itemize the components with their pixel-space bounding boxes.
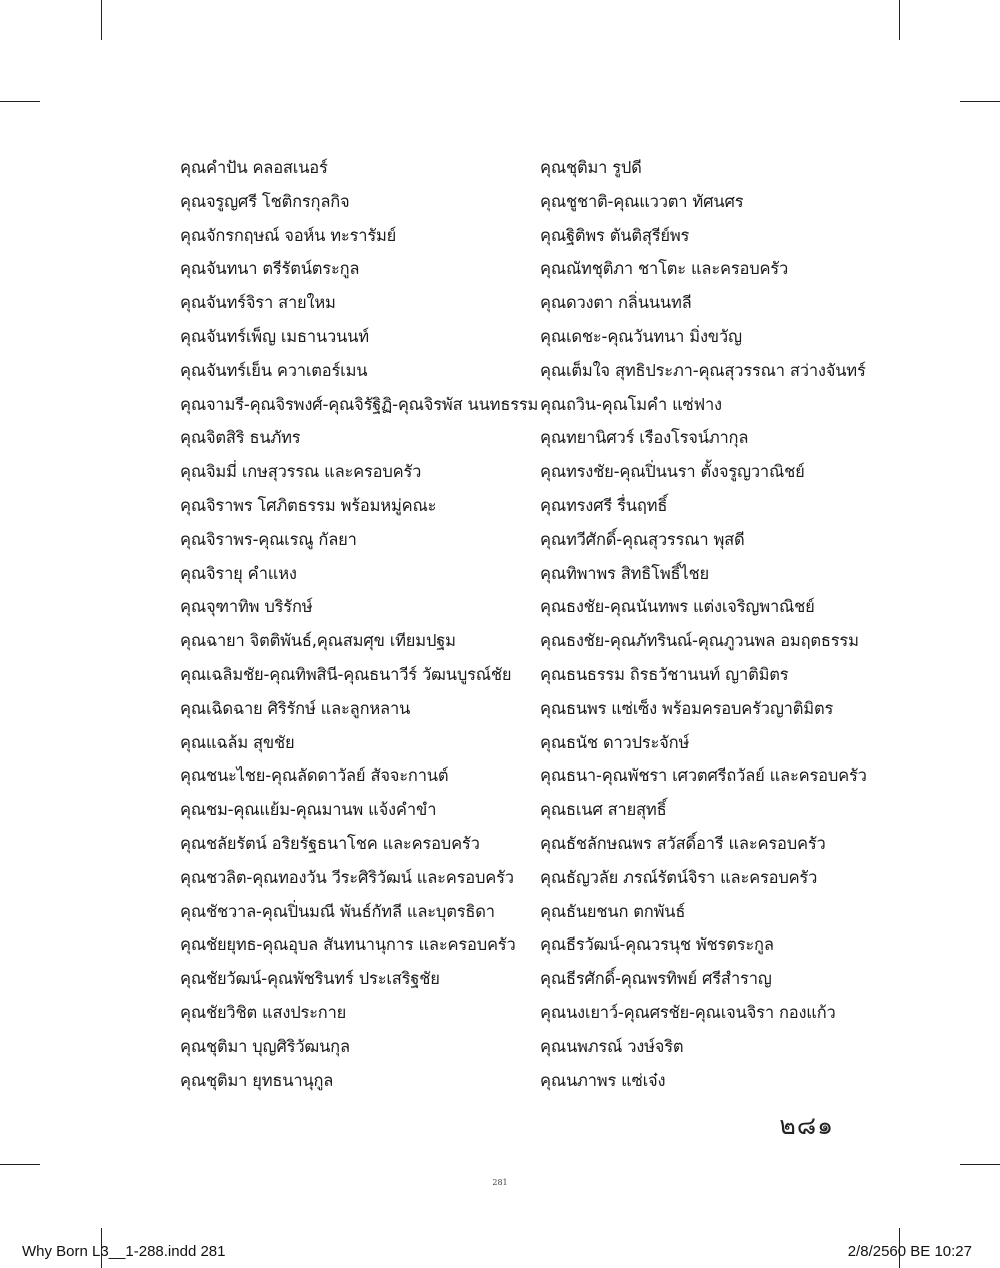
name-entry: คุณจามรี-คุณจิรพงศ์-คุณจิรัฐิฏิ-คุณจิรพัส นนทธรรม (180, 394, 539, 414)
name-entry: คุณจิราพร โศภิตธรรม พร้อมหมู่คณะ (180, 495, 437, 515)
names-right-column (540, 151, 870, 1097)
name-entry: คุณธเนศ สายสุทธิ์ (540, 800, 667, 820)
name-entry: คุณเฉิดฉาย ศิริรักษ์ และลูกหลาน (180, 698, 411, 718)
name-entry: คุณธีรศักดิ์-คุณพรทิพย์ ศรีสำราญ (540, 969, 772, 989)
name-entry: คุณธนัช ดาวประจักษ์ (540, 732, 690, 752)
name-entry: คุณชลัยรัตน์ อริยรัฐธนาโชค และครอบครัว (180, 833, 480, 853)
name-entry: คุณชุติมา ยุทธนานุกูล (180, 1070, 334, 1090)
name-entry: คุณดวงตา กลิ่นนนทลี (540, 293, 692, 313)
name-entry: คุณจันทร์จิรา สายใหม (180, 293, 336, 313)
name-entry: คุณธงชัย-คุณภัทรินณ์-คุณภูวนพล อมฤตธรรม (540, 631, 859, 651)
name-entry: คุณธัชลักษณพร สวัสดิ์อารี และครอบครัว (540, 833, 826, 853)
crop-mark (899, 0, 900, 40)
name-entry: คุณธนธรรม ถิรธวัชานนท์ ญาติมิตร (540, 664, 789, 684)
name-entry: คุณเฉลิมชัย-คุณทิพสินี-คุณธนาวีร์ วัฒนบูรณ์ชัย (180, 664, 512, 684)
name-entry: คุณธนพร แซ่เซ็ง พร้อมครอบครัวญาติมิตร (540, 698, 834, 718)
name-entry: คุณนภาพร แซ่เจ๋ง (540, 1070, 666, 1090)
name-entry: คุณเดชะ-คุณวันทนา มิ่งขวัญ (540, 326, 742, 346)
name-entry: คุณชัยยุทธ-คุณอุบล สันทนานุการ และครอบครัว (180, 935, 516, 955)
name-entry: คุณทรงชัย-คุณปิ่นนรา ตั้งจรูญวาณิชย์ (540, 462, 805, 482)
name-entry: คุณจุฑาทิพ บริรักษ์ (180, 597, 313, 617)
name-entry: คุณชนะไชย-คุณลัดดาวัลย์ สัจจะกานต์ (180, 766, 449, 786)
name-entry: คุณธัญวลัย ภรณ์รัตน์จิรา และครอบครัว (540, 867, 818, 887)
name-entry: คุณแฉล้ม สุขชัย (180, 732, 295, 752)
name-entry: คุณนงเยาว์-คุณศรชัย-คุณเจนจิรา กองแก้ว (540, 1002, 836, 1022)
name-entry: คุณคำปัน คลอสเนอร์ (180, 158, 328, 177)
slug-file-info: Why Born L3__1-288.indd 281 (22, 1243, 226, 1260)
name-entry: คุณชัยวัฒน์-คุณพัชรินทร์ ประเสริฐชัย (180, 969, 440, 989)
name-entry: คุณชูชาติ-คุณแววตา ทัศนศร (540, 191, 744, 211)
name-entry: คุณธันยชนก ตกพันธ์ (540, 901, 686, 921)
name-entry: คุณจันทร์เย็น ควาเตอร์เมน (180, 360, 368, 380)
name-entry: คุณถวิน-คุณโมคำ แซ่ฟาง (540, 394, 722, 414)
name-entry: คุณจรูญศรี โชติกรกุลกิจ (180, 191, 350, 211)
name-entry: คุณธนา-คุณพัชรา เศวตศรีถวัลย์ และครอบครัว (540, 766, 867, 786)
name-entry: คุณทรงศรี รื่นฤทธิ์ (540, 495, 668, 515)
name-entry: คุณนพภรณ์ วงษ์จริต (540, 1036, 684, 1056)
name-entry: คุณจันทนา ตรีรัตน์ตระกูล (180, 259, 360, 279)
names-left-column (180, 151, 539, 1097)
name-entry: คุณจันทร์เพ็ญ เมธานวนนท์ (180, 326, 369, 346)
page-number-thai: ๒๘๑ (779, 1111, 834, 1140)
page-number-small: 281 (492, 1178, 508, 1187)
name-entry: คุณทวีศักดิ์-คุณสุวรรณา พุสดี (540, 529, 745, 549)
name-entry: คุณทิพาพร สิทธิโพธิ์ไชย (540, 563, 709, 583)
name-entry: คุณชัชวาล-คุณปิ่นมณี พันธ์กัทลี และบุตรธิดา (180, 901, 495, 921)
name-entry: คุณชม-คุณแย้ม-คุณมานพ แจ้งคำขำ (180, 800, 437, 820)
name-entry: คุณจิมมี่ เกษสุวรรณ และครอบครัว (180, 462, 422, 482)
name-entry: คุณทยานิศวร์ เรืองโรจน์ภากุล (540, 428, 749, 448)
crop-mark (960, 1164, 1000, 1165)
slug-date-time: 2/8/2560 BE 10:27 (847, 1243, 972, 1260)
name-entry: คุณจิรายุ คำแหง (180, 563, 297, 583)
name-entry: คุณชุติมา บุญศิริวัฒนกุล (180, 1036, 350, 1056)
crop-mark (0, 101, 40, 102)
name-entry: คุณชุติมา รูปดี (540, 158, 642, 177)
name-entry: คุณฉายา จิตติพันธ์,คุณสมศุข เทียมปฐม (180, 631, 456, 651)
name-entry: คุณเต็มใจ สุทธิประภา-คุณสุวรรณา สว่างจันทร์ (540, 360, 866, 380)
name-entry: คุณธงชัย-คุณนันทพร แต่งเจริญพาณิชย์ (540, 597, 815, 617)
name-entry: คุณจิราพร-คุณเรณู กัลยา (180, 529, 357, 549)
crop-mark (0, 1164, 40, 1165)
name-entry: คุณชวลิต-คุณทองวัน วีระศิริวัฒน์ และครอบครัว (180, 867, 514, 887)
crop-mark (960, 101, 1000, 102)
name-entry: คุณชัยวิชิต แสงประกาย (180, 1002, 347, 1022)
name-entry: คุณจิตสิริ ธนภัทร (180, 428, 301, 448)
name-entry: คุณฐิติพร ตันติสุรีย์พร (540, 225, 690, 245)
name-entry: คุณณัทชุติภา ชาโตะ และครอบครัว (540, 259, 789, 279)
name-entry: คุณธีรวัฒน์-คุณวรนุช พัชรตระกูล (540, 935, 774, 955)
name-entry: คุณจักรกฤษณ์ จอห์น ทะรารัมย์ (180, 225, 397, 245)
crop-mark (101, 0, 102, 40)
